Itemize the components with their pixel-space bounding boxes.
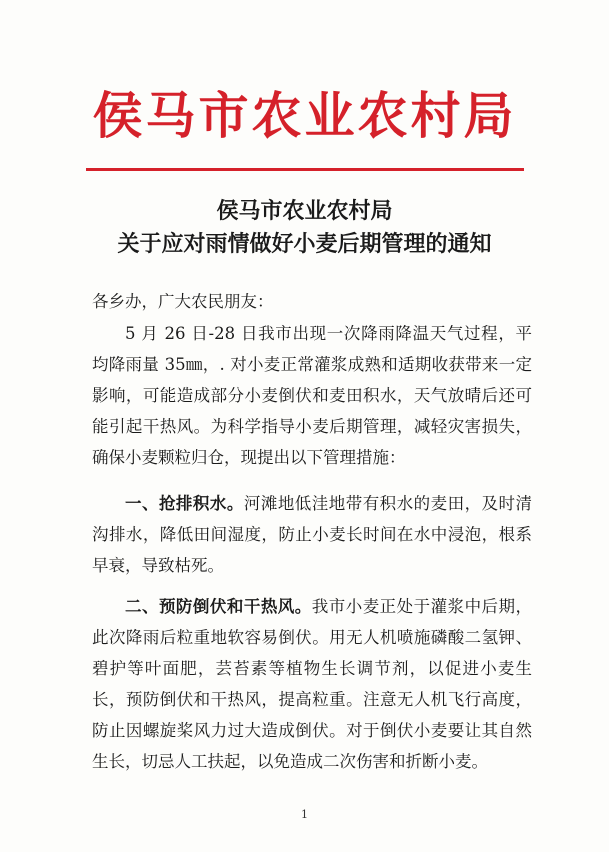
paragraph-prevent-lodging <box>92 591 532 777</box>
agency-header-title: 侯马市农业农村局 <box>92 86 517 145</box>
paragraph-intro <box>92 318 532 473</box>
paragraph-prevent-lodging-text: 我市小麦正处于灌浆中后期，此次降雨后粒重地软容易倒伏。用无人机喷施磷酸二氢钾、碧护等叶面肥，芸苔素等植物生长调节剂，以促进小麦生长，预防倒伏和干热风，提高粒重。注意无人机飞行高度，防止因螺旋桨风力过大造成倒伏。对于倒伏小麦要让其自然生长，切忌人工扶起，以免造成二次伤害和折断小麦。 <box>92 597 533 771</box>
document-title-line-1: 侯马市农业农村局 <box>216 198 393 224</box>
paragraph-drain-water <box>92 488 532 581</box>
section-heading-prevent-lodging: 二、预防倒伏和干热风。 <box>125 597 312 616</box>
salutation: 各乡办，广大农民朋友： <box>92 292 274 311</box>
paragraph-drain-water-text: 河滩地低洼地带有积水的麦田，及时清沟排水，降低田间湿度，防止小麦长时间在水中浸泡，根系早衰，导致枯死。 <box>92 494 533 575</box>
section-heading-drain-water: 一、抢排积水。 <box>125 494 244 513</box>
red-divider-line <box>86 168 524 171</box>
page-number: 1 <box>301 808 308 821</box>
document-title-line-2: 关于应对雨情做好小麦后期管理的通知 <box>117 231 492 257</box>
paragraph-intro-text: 5 月 26 日-28 日我市出现一次降雨降温天气过程，平均降雨量 35㎜，. 对小麦正常灌浆成熟和适期收获带来一定影响，可能造成部分小麦倒伏和麦田积水，天气放晴后还可能引起干热风。为科学指导小麦后期管理，减轻灾害损失，确保小麦颗粒归仓，现提出以下管理措施： <box>92 324 532 467</box>
